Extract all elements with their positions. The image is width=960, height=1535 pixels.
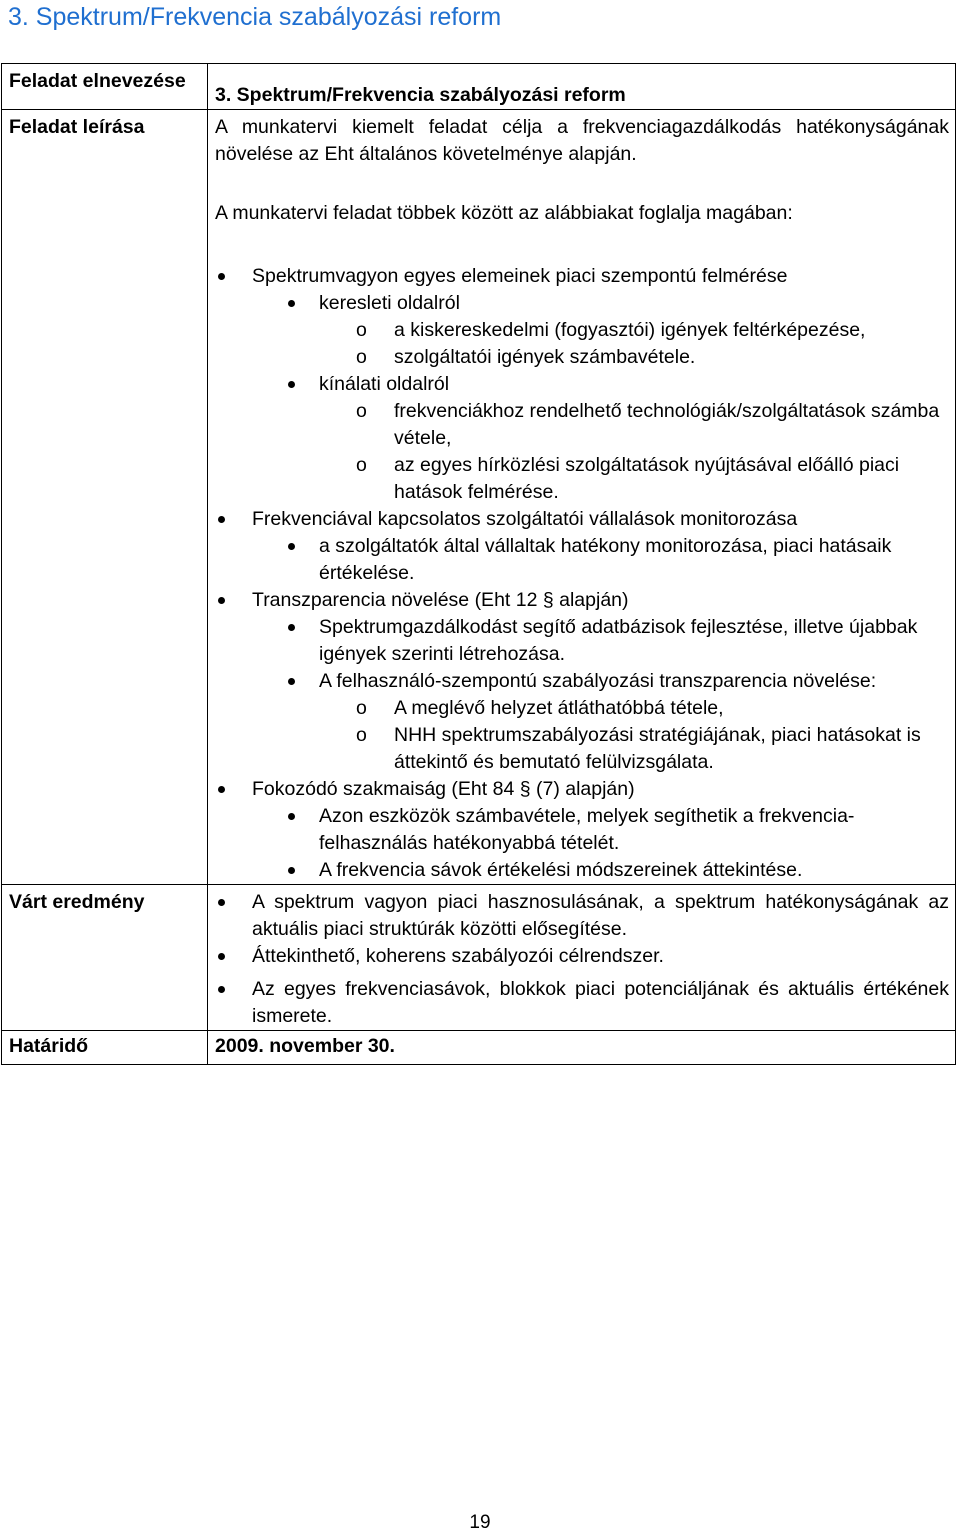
detail-text: a kiskereskedelmi (fogyasztói) igények feltérképezése, [394, 319, 866, 341]
value-task-description [208, 110, 956, 885]
subitem [252, 668, 949, 776]
detail-item [319, 722, 949, 776]
detail-item [319, 398, 949, 452]
section-list [215, 776, 949, 884]
detail-text: frekvenciákhoz rendelhető technológiák/szolgáltatások számba vétele, [394, 400, 940, 449]
circle-bullet-icon: o [356, 454, 367, 476]
section-list [215, 587, 949, 776]
row-expected-result [2, 885, 956, 1031]
subitem-text: keresleti oldalról [319, 292, 460, 314]
description-sections [215, 263, 949, 884]
section-item [215, 776, 949, 884]
circle-bullet-icon: o [356, 346, 367, 368]
value-expected-result [208, 885, 956, 1031]
subitem [252, 857, 949, 884]
detail-item [319, 452, 949, 506]
expected-item: A spektrum vagyon piaci hasznosulásának, a spektrum hatékonyságának az aktuális piaci struktúrák közötti elősegítése. [215, 889, 949, 943]
section-subitems [252, 533, 949, 587]
row-task-name [2, 64, 956, 110]
subitem-text: kínálati oldalról [319, 373, 450, 395]
subitem [252, 533, 949, 587]
circle-bullet-icon: o [356, 724, 367, 746]
section-subitems [252, 803, 949, 884]
value-deadline: 2009. november 30. [208, 1031, 956, 1065]
subitem-text: A frekvencia sávok értékelési módszereinek áttekintése. [319, 859, 803, 881]
section-title: Fokozódó szakmaiság (Eht 84 § (7) alapján) [252, 778, 635, 800]
value-task-name: 3. Spektrum/Frekvencia szabályozási reform [208, 64, 956, 110]
section-title: Frekvenciával kapcsolatos szolgáltatói vállalások monitorozása [252, 508, 798, 530]
expected-item: Áttekinthető, koherens szabályozói célrendszer. [215, 943, 949, 970]
section-subitems [252, 290, 949, 506]
detail-item [319, 317, 949, 344]
section-item [215, 587, 949, 776]
detail-list [319, 317, 949, 371]
section-title: Spektrumvagyon egyes elemeinek piaci szempontú felmérése [252, 265, 788, 287]
detail-text: szolgáltatói igények számbavétele. [394, 346, 696, 368]
subitem [252, 803, 949, 857]
subitem-text: Azon eszközök számbavétele, melyek segíthetik a frekvencia-felhasználás hatékonyabbá tételét. [319, 805, 855, 854]
subitem [252, 614, 949, 668]
expected-item: Az egyes frekvenciasávok, blokkok piaci potenciáljának és aktuális értékének ismerete. [215, 976, 949, 1030]
task-table [1, 63, 956, 1065]
description-intro: A munkatervi kiemelt feladat célja a frekvenciagazdálkodás hatékonyságának növelése az Eht általános követelménye alapján. [215, 116, 949, 165]
detail-item [319, 695, 949, 722]
circle-bullet-icon: o [356, 319, 367, 341]
detail-text: az egyes hírközlési szolgáltatások nyújtásával előálló piaci hatások felmérése. [394, 454, 900, 503]
label-task-description: Feladat leírása [2, 110, 208, 885]
subitem-text: Spektrumgazdálkodást segítő adatbázisok fejlesztése, illetve újabbak igények szerinti létrehozása. [319, 616, 918, 665]
subitem [252, 290, 949, 371]
detail-item [319, 344, 949, 371]
section-subitems [252, 614, 949, 776]
detail-text: NHH spektrumszabályozási stratégiájának, piaci hatásokat is áttekintő és bemutató felülvizsgálata. [394, 724, 921, 773]
description-lead: A munkatervi feladat többek között az alábbiakat foglalja magában: [215, 202, 793, 224]
label-task-name: Feladat elnevezése [2, 64, 208, 110]
section-title: Transzparencia növelése (Eht 12 § alapján) [252, 589, 629, 611]
label-expected-result: Várt eredmény [2, 885, 208, 1031]
subitem-text: a szolgáltatók által vállaltak hatékony monitorozása, piaci hatásaik értékelése. [319, 535, 892, 584]
page-number: 19 [469, 1512, 491, 1533]
label-deadline: Határidő [2, 1031, 208, 1065]
section-list [215, 263, 949, 506]
expected-result-list [215, 889, 949, 1030]
circle-bullet-icon: o [356, 697, 367, 719]
detail-list [319, 695, 949, 776]
section-list [215, 506, 949, 587]
row-task-description [2, 110, 956, 885]
page-heading: 3. Spektrum/Frekvencia szabályozási reform [8, 3, 502, 31]
row-deadline [2, 1031, 956, 1065]
subitem-text: A felhasználó-szempontú szabályozási transzparencia növelése: [319, 670, 877, 692]
circle-bullet-icon: o [356, 400, 367, 422]
section-item [215, 506, 949, 587]
subitem [252, 371, 949, 506]
detail-list [319, 398, 949, 506]
detail-text: A meglévő helyzet átláthatóbbá tétele, [394, 697, 724, 719]
section-item [215, 263, 949, 506]
